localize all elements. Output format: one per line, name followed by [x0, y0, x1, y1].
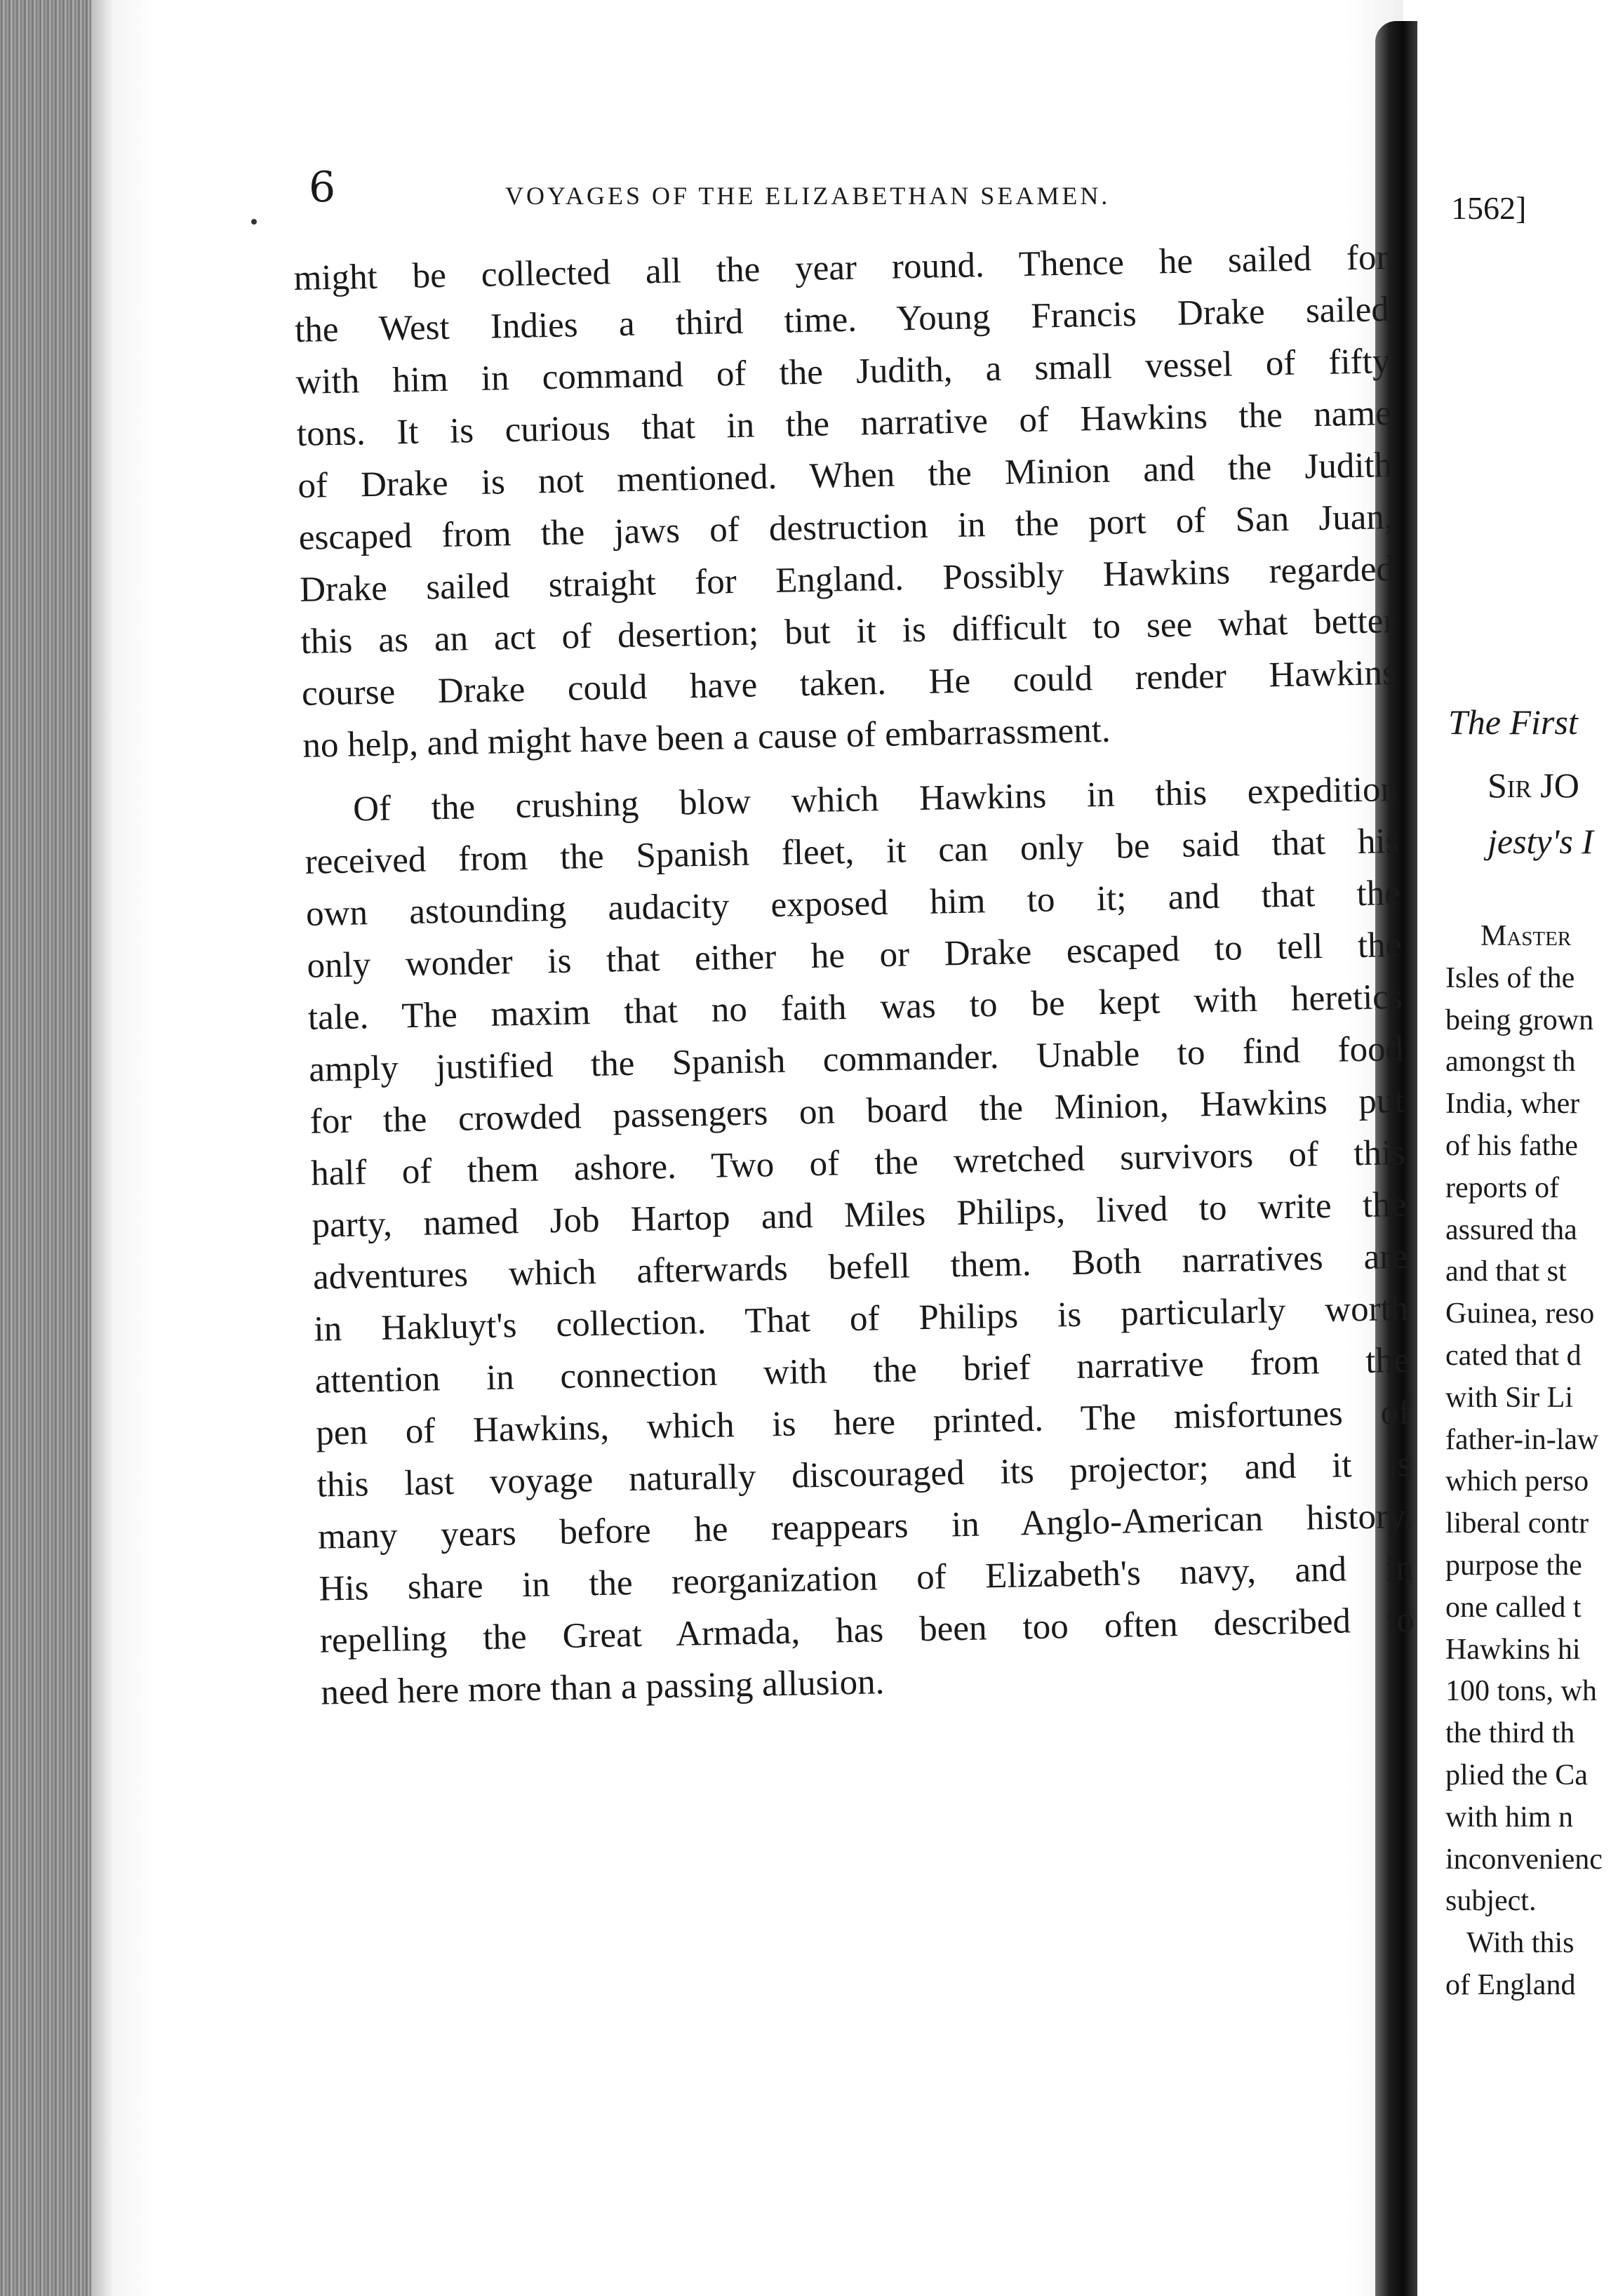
right-text-line: Guinea, reso [1445, 1297, 1595, 1330]
text-line: His share in the reorganization of Elizabeth's navy, and in [319, 1548, 1414, 1609]
right-text-line: being grown [1445, 1003, 1594, 1036]
text-line: this as an act of desertion; but it is difficult to see what better [300, 601, 1396, 662]
right-text-line: India, wher [1445, 1088, 1580, 1121]
right-text-line: cated that d [1445, 1340, 1582, 1372]
text-line: tale. The maxim that no faith was to be kept with heretics [307, 977, 1403, 1038]
right-text-line: Hawkins hi [1445, 1633, 1581, 1666]
text-line: in Hakluyt's collection. That of Philips is particularly worth [313, 1288, 1409, 1349]
margin-dot [251, 219, 257, 225]
right-text-line: reports of [1445, 1171, 1560, 1204]
text-line: adventures which afterwards befell them. Both narratives are [312, 1236, 1408, 1297]
right-text-line: assured tha [1445, 1213, 1577, 1246]
right-text-line: of his fathe [1445, 1130, 1578, 1162]
right-text-line: one called t [1445, 1591, 1582, 1624]
right-heading-line: jesty's I [1488, 822, 1593, 861]
right-text-line: with him n [1445, 1801, 1574, 1834]
text-line: own astounding audacity exposed him to it; and that the [305, 873, 1401, 934]
text-line: many years before he reappears in Anglo-American history. [317, 1496, 1413, 1557]
right-text-line: inconvenienc [1445, 1843, 1603, 1876]
text-line: attention in connection with the brief narrative from the [314, 1340, 1410, 1401]
page-number: 6 [309, 163, 336, 212]
right-text-line: 100 tons, wh [1445, 1675, 1597, 1708]
right-text-line: With this [1466, 1927, 1575, 1960]
text-line: course Drake could have taken. He could render Hawkins [301, 653, 1397, 714]
text-line: this last voyage naturally discouraged its projector; and it is [316, 1444, 1412, 1505]
text-line: with him in command of the Judith, a small vessel of fifty [295, 342, 1391, 402]
right-text-line: purpose the [1445, 1549, 1582, 1582]
right-text-line: which perso [1445, 1465, 1589, 1498]
text-line: received from the Spanish fleet, it can only be said that his [305, 821, 1400, 882]
text-line: might be collected all the year round. Thence he sailed for [293, 238, 1389, 298]
text-line: escaped from the jaws of destruction in the port of San Juan, [298, 497, 1394, 558]
text-line: tons. It is curious that in the narrative of Hawkins the name [296, 394, 1392, 454]
text-line: repelling the Great Armada, has been too often described to [319, 1600, 1415, 1661]
right-text-line: amongst th [1445, 1046, 1576, 1079]
paragraph-1 [293, 232, 1398, 772]
text-line: party, named Job Hartop and Miles Philips, lived to write the [312, 1184, 1407, 1246]
text-column [293, 232, 1416, 1719]
right-text-line: of England [1445, 1969, 1576, 2001]
right-heading-line: The First [1448, 702, 1578, 742]
right-text-line: plied the Ca [1445, 1759, 1588, 1791]
right-text-line: liberal contr [1445, 1507, 1589, 1540]
year-marker: 1562] [1451, 190, 1527, 226]
right-heading-line: Sir JO [1488, 766, 1579, 805]
running-title: VOYAGES OF THE ELIZABETHAN SEAMEN. [505, 182, 1111, 210]
text-line: the West Indies a third time. Young Francis Drake sailed [294, 290, 1390, 350]
text-line: half of them ashore. Two of the wretched survivors of this [310, 1133, 1406, 1194]
right-text-line: with Sir Li [1445, 1381, 1574, 1414]
text-line: no help, and might have been a cause of embarrassment. [302, 710, 1111, 766]
text-line: pen of Hawkins, which is here printed. The misfortunes of [315, 1392, 1411, 1453]
right-text-line: the third th [1445, 1717, 1575, 1750]
right-text-line: father-in-law [1445, 1423, 1599, 1456]
right-text-line: Isles of the [1445, 961, 1575, 994]
right-text-line: subject. [1445, 1885, 1537, 1918]
paragraph-2 [304, 763, 1416, 1719]
right-text-line: and that st [1445, 1255, 1567, 1288]
text-line: of Drake is not mentioned. When the Minion and the Judith [297, 445, 1393, 506]
page-edges [0, 0, 112, 2296]
text-line: Drake sailed straight for England. Possibly Hawkins regarded [299, 549, 1395, 610]
text-line: for the crowded passengers on board the Minion, Hawkins put [309, 1081, 1405, 1142]
right-text-line: Master [1480, 920, 1572, 952]
text-line: Of the crushing blow which Hawkins in this expedition [352, 769, 1399, 829]
text-line: amply justified the Spanish commander. Unable to find food [308, 1029, 1404, 1090]
text-line: need here more than a passing allusion. [320, 1662, 885, 1713]
text-line: only wonder is that either he or Drake escaped to tell the [306, 925, 1402, 986]
